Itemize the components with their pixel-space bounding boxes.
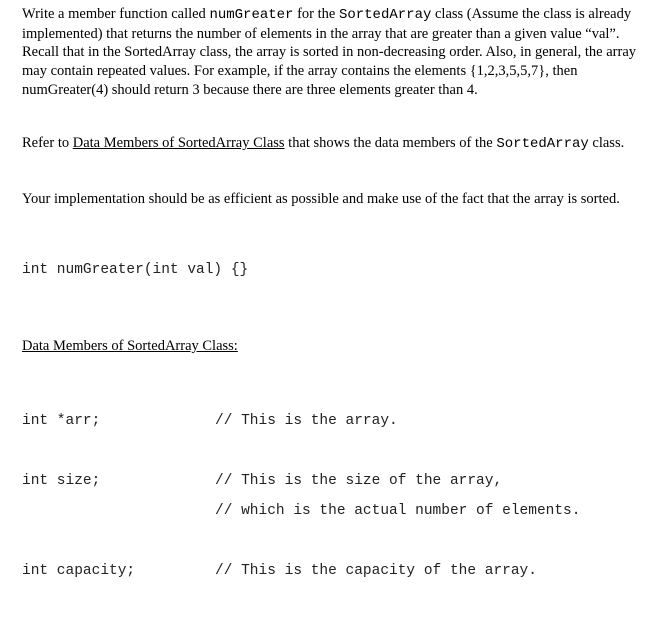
intro-paragraph: [22, 5, 642, 100]
refer-paragraph: [22, 134, 642, 154]
function-name: numGreater: [209, 7, 294, 23]
efficiency-paragraph: Your implementation should be as efficient as possible and make use of the fact that the array is sorted.: [22, 191, 620, 207]
data-members-link[interactable]: Data Members of SortedArray Class: [72, 135, 285, 151]
function-signature: int numGreater(int val) {}: [22, 262, 249, 278]
member-arr-decl: int *arr;: [22, 413, 101, 429]
member-capacity-decl: int capacity;: [22, 563, 136, 579]
member-size-decl: int size;: [22, 473, 101, 489]
section-heading: Data Members of SortedArray Class:: [22, 338, 238, 354]
refer-text-1: Refer to: [22, 135, 73, 151]
refer-text-3: class.: [588, 135, 625, 151]
member-arr-comment: // This is the array.: [215, 413, 398, 429]
intro-text-2: for the: [293, 6, 339, 22]
class-name: SortedArray: [338, 7, 432, 23]
intro-text-1: Write a member function called: [22, 6, 210, 22]
member-capacity-comment: // This is the capacity of the array.: [215, 563, 537, 579]
intro-text-3: class (Assume the class is already implemented) that returns the number of elements in the array that are greater than a given value “val”. Recall that in the SortedArray class, the array is sorted in non-decreasing order. Also, in general, the array may contain repeated values. For example, if the array contains the elements {1,2,3,5,5,7}, then numGreater(4) should return 3 because there are three elements greater than 4.: [22, 6, 637, 98]
member-size-comment-2: // which is the actual number of elements.: [215, 503, 581, 519]
member-size-comment: // This is the size of the array,: [215, 473, 503, 489]
refer-class-name: SortedArray: [496, 136, 589, 152]
refer-text-2: that shows the data members of the: [284, 135, 497, 151]
